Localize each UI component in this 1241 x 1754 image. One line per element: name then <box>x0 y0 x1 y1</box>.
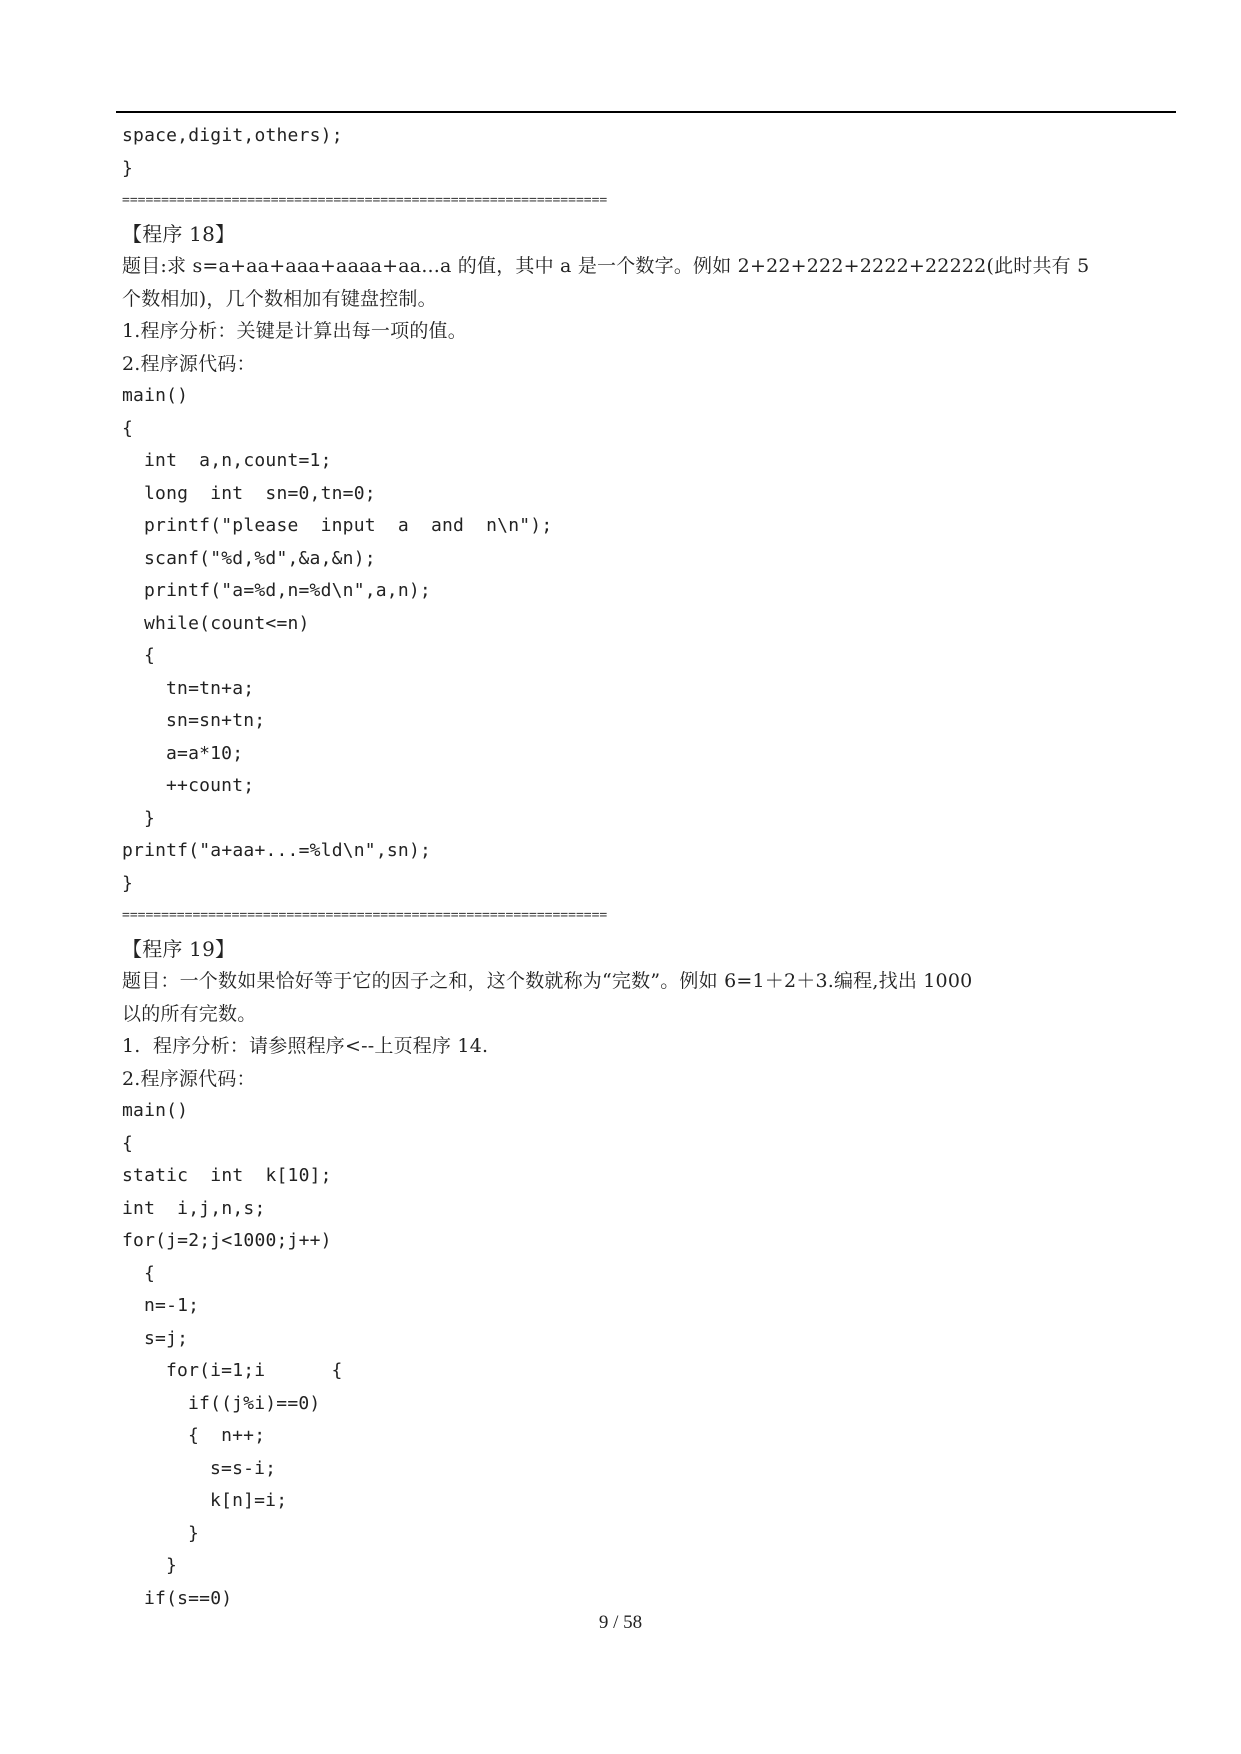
code-line: } <box>188 1522 200 1544</box>
code-line: } <box>166 1555 178 1576</box>
code-line: sn=sn+tn; <box>166 710 266 731</box>
separator-line: ============================================================== <box>122 908 608 923</box>
text-line: 以的所有完数。 <box>122 1002 257 1025</box>
code-line: scanf("%d,%d",&a,&n); <box>144 547 376 569</box>
code-line: if((j%i)==0) <box>188 1392 321 1414</box>
code-line: } <box>122 157 134 179</box>
section-heading: 【程序 18】 <box>122 221 236 246</box>
document-body <box>122 120 1162 1615</box>
code-line: long int sn=0,tn=0; <box>144 482 376 504</box>
text-line: 1. 程序分析：请参照程序<--上页程序 14. <box>122 1035 489 1057</box>
code-line: for(i=1;i { <box>166 1360 343 1381</box>
code-line: printf("a+aa+...=%ld\n",sn); <box>122 840 432 861</box>
code-line: k[n]=i; <box>210 1490 288 1511</box>
separator-line: ============================================================== <box>122 193 608 208</box>
code-line: { <box>122 417 134 439</box>
text-line: 题目：一个数如果恰好等于它的因子之和，这个数就称为“完数”。例如 6=1＋2＋3.编程,找出 1000 <box>122 970 973 992</box>
text-line: 题目:求 s=a+aa+aaa+aaaa+aa...a 的值，其中 a 是一个数字。例如 2+22+222+2222+22222(此时共有 5 <box>122 255 1090 277</box>
code-line: if(s==0) <box>144 1587 233 1609</box>
text-line: 1.程序分析：关键是计算出每一项的值。 <box>122 320 467 342</box>
text-line: 个数相加)，几个数相加有键盘控制。 <box>122 287 437 310</box>
code-line: s=s-i; <box>210 1457 277 1479</box>
code-line: tn=tn+a; <box>166 677 255 699</box>
code-line: a=a*10; <box>166 742 244 764</box>
text-line: 2.程序源代码： <box>122 1067 256 1090</box>
code-line: space,digit,others); <box>122 125 343 146</box>
code-line: { n++; <box>188 1425 266 1446</box>
code-line: } <box>122 872 134 894</box>
page-number: 9 / 58 <box>598 1612 643 1633</box>
text-line: 2.程序源代码： <box>122 352 256 375</box>
header-rule <box>116 111 1176 113</box>
code-line: while(count<=n) <box>144 612 310 634</box>
code-line: n=-1; <box>144 1295 200 1316</box>
code-line: { <box>122 1132 134 1154</box>
code-line: main() <box>122 1100 189 1121</box>
code-line: int i,j,n,s; <box>122 1197 266 1219</box>
code-line: ++count; <box>166 775 255 796</box>
code-line: { <box>144 1262 156 1284</box>
code-line: } <box>144 807 156 829</box>
code-line: { <box>144 645 156 666</box>
code-line: s=j; <box>144 1327 189 1349</box>
code-line: printf("a=%d,n=%d\n",a,n); <box>144 580 431 601</box>
code-line: int a,n,count=1; <box>144 450 332 471</box>
code-line: main() <box>122 385 189 406</box>
code-line: for(j=2;j<1000;j++) <box>122 1230 332 1251</box>
code-line: static int k[10]; <box>122 1165 332 1186</box>
code-line: printf("please input a and n\n"); <box>144 515 553 536</box>
section-heading: 【程序 19】 <box>122 936 236 961</box>
